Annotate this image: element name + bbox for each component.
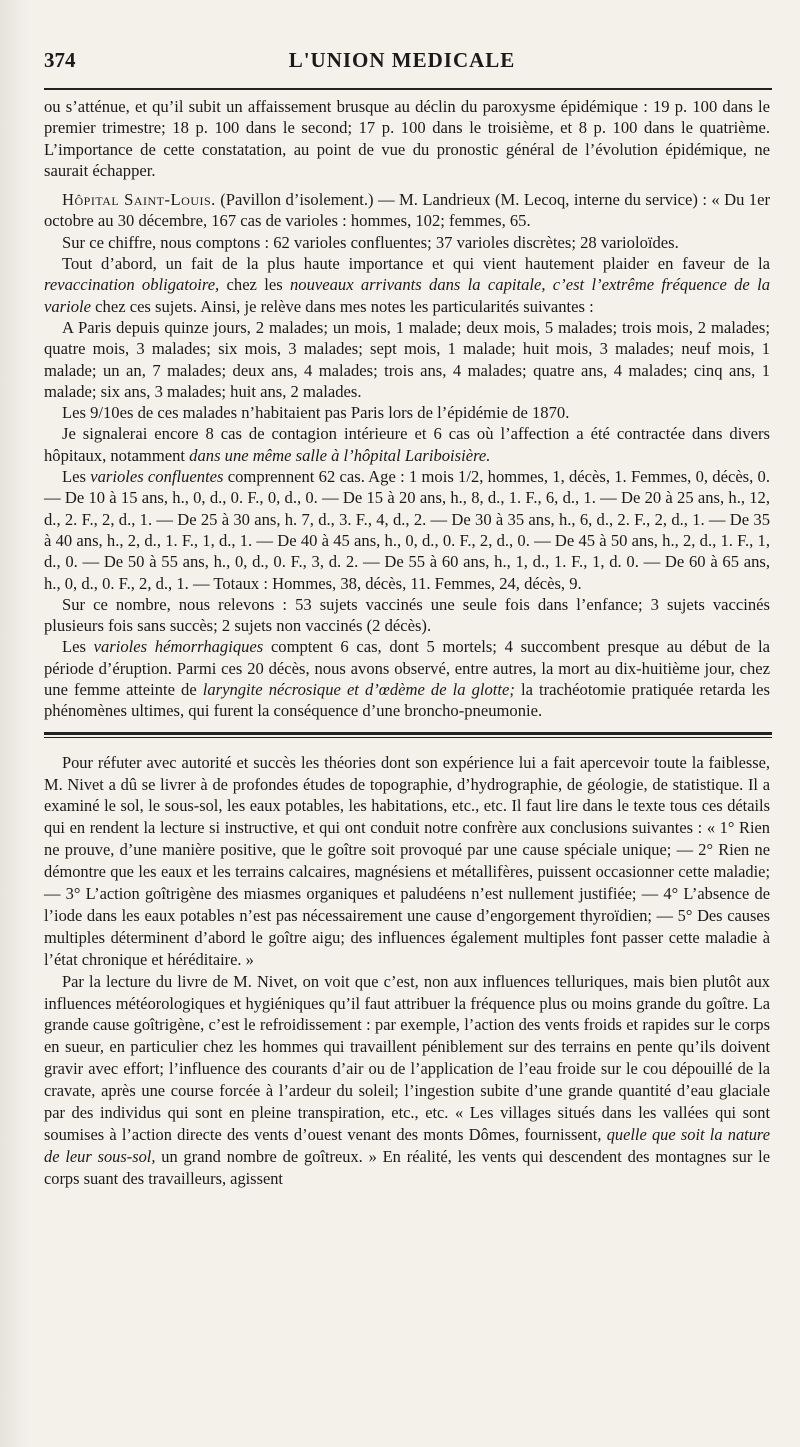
article-goitre <box>44 752 772 1190</box>
paragraph <box>44 466 770 594</box>
hospital-name: Hôpital Saint-Louis. <box>62 190 216 210</box>
paragraph <box>44 971 770 1190</box>
paragraph-text: (Pavillon d’isolement.) — M. Landrieux (M. Lecoq, interne du service) : « Du 1er octobre au 30 décembre, 167 cas de varioles : hommes, 102; femmes, 65. <box>44 190 770 231</box>
paragraph: Pour réfuter avec autorité et succès les théories dont son expérience lui a fait apercevoir toute la faiblesse, M. Nivet a dû se livrer à de profondes études de topographie, d’hydrographie, de géologie, de statistique. Il a examiné le sol, le sous-sol, les eaux potables, les habitations, etc., etc. Il faut lire dans le texte tous ces détails qui en rendent la lecture si instructive, et qui ont conduit notre confrère aux conclusions suivantes : « 1° Rien ne prouve, d’une manière positive, que le goître soit provoqué par une cause spéciale unique; — 2° Rien ne démontre que les eaux et les terrains calcaires, magnésiens et métallifères, puissent occasionner cette maladie; — 3° L’action goîtrigène des miasmes organiques et paludéens n’est nullement justifiée; — 4° L’absence de l’iode dans les eaux potables n’est pas nécessairement une cause d’engorgement thyroïdien; — 5° Des causes multiples déterminent d’abord le goître aigu; des influences également multiples font passer cette maladie à l’état chronique et héréditaire. » <box>44 752 770 969</box>
paragraph-text: Les <box>62 467 91 487</box>
paragraph: Les 9/10es de ces malades n’habitaient pas Paris lors de l’épidémie de 1870. <box>62 403 570 423</box>
paragraph <box>44 423 770 466</box>
emphasis: quelle que soit la nature de leur sous-sol, <box>44 1125 770 1166</box>
paragraph: ou s’atténue, et qu’il subit un affaissement brusque au déclin du paroxysme épidémique : 19 p. 100 dans le premier trimestre; 18 p. 100 dans le second; 17 p. 100 dans le troisième, et 8 p. 100 dans le quatrième. L’importance de cette constatation, au point de vue du pronostic général de l’évolution épidémique, ne saurait échapper. <box>44 97 770 180</box>
page-header <box>44 48 772 90</box>
page-number: 374 <box>44 48 76 72</box>
paragraph <box>44 189 770 232</box>
emphasis: varioles hémorrhagiques <box>93 637 264 657</box>
paragraph-text: Les <box>62 637 94 657</box>
journal-title: L'UNION MEDICALE <box>288 48 516 72</box>
paragraph-text: Tout d’abord, un fait de la plus haute importance et qui vient hautement plaider en faveur de la <box>62 254 770 274</box>
paragraph-text: chez les <box>219 275 290 295</box>
emphasis: varioles confluentes <box>90 467 224 487</box>
paragraph-text: la trachéotomie pratiquée retarda les phénomènes ultimes, qui furent la conséquence d’une broncho-pneumonie. <box>44 680 770 721</box>
paragraph-text: un grand nombre de goîtreux. » En réalité, les vents qui descendent des montagnes sur le corps suant des travailleurs, agissent <box>44 1146 770 1188</box>
emphasis: laryngite nécrosique et d’œdème de la glotte; <box>202 680 515 700</box>
paragraph-text: Je signalerai encore 8 cas de contagion intérieure et 6 cas où l’affection a été contractée dans divers hôpitaux, notamment <box>44 424 770 465</box>
paragraph <box>44 636 770 721</box>
section-divider <box>44 732 772 738</box>
paragraph <box>44 253 770 317</box>
emphasis: nouveaux arrivants dans la capitale, c’est l’extrême fréquence de la variole <box>44 275 771 316</box>
paragraph-text: comptent 6 cas, dont 5 mortels; 4 succombent presque au début de la période d’éruption. Parmi ces 20 décès, nous avons observé, entre autres, la mort au dix-huitième jour, chez une femme atteinte de <box>44 637 770 700</box>
paragraph-text: Par la lecture du livre de M. Nivet, on voit que c’est, non aux influences telluriques, mais bien plutôt aux influences météorologiques et hygiéniques qu’il faut attribuer la fréquence plus ou moins grande du goître. La grande cause goîtrigène, c’est le refroidissement : par exemple, l’action des vents froids et rapides sur le corps en sueur, en particulier chez les hommes qui travaillent péniblement sur des terrains en pente qu’ils doivent gravir avec effort; l’influence des courants d’air ou de l’application de l’eau froide sur le cou dépouillé de la cravate, après une course forcée à l’ardeur du soleil; l’ingestion subite d’une grande quantité d’eau glaciale par des individus qui sont en pleine transpiration, etc., etc. « Les villages situés dans les vallées qui sont soumises à l’action directe des vents d’ouest venant des monts Dômes, fournissent, <box>44 971 770 1145</box>
paragraph-text: comprennent 62 cas. Age : 1 mois 1/2, hommes, 1, décès, 1. Femmes, 0, décès, 0. — De 10 à 15 ans, h., 0, d., 0. F., 0, d., 0. — De 15 à 20 ans, h., 8, d., 1. F., 6, d., 1. — De 20 à 25 ans, h., 12, d., 2. F., 2, d., 1. — De 25 à 30 ans, h. 7, d., 3. F., 4, d., 2. — De 30 à 35 ans, h., 6, d., 2. F., 2, d., 1. — De 35 à 40 ans, h., 2, d., 1. F., 1, d., 1. — De 40 à 45 ans, h., 0, d., 0. F., 2, d., 0. — De 45 à 50 ans, h., 2, d., 1. F., 1, d., 0. — De 50 à 55 ans, h., 0, d., 0. F., 3, d. 2. — De 55 à 60 ans, h., 1, d., 1. F., 1, d. 0. — De 60 à 65 ans, h., 0, d., 0. F., 2, d., 1. — Totaux : Hommes, 38, décès, 11. Femmes, 24, décès, 9. <box>44 467 770 593</box>
paragraph: Sur ce nombre, nous relevons : 53 sujets vaccinés une seule fois dans l’enfance; 3 sujets vaccinés plusieurs fois sans succès; 2 sujets non vaccinés (2 décès). <box>44 594 770 636</box>
paragraph: A Paris depuis quinze jours, 2 malades; un mois, 1 malade; deux mois, 5 malades; trois mois, 2 malades; quatre mois, 3 malades; six mois, 3 malades; sept mois, 1 malade; huit mois, 3 malades; neuf mois, 1 malade; un an, 7 malades; deux ans, 4 malades; trois ans, 4 malades; quatre ans, 4 malades; cinq ans, 1 malade; six ans, 3 malades; huit ans, 2 malades. <box>44 317 770 401</box>
paragraph-text: chez ces sujets. Ainsi, je relève dans mes notes les particularités suivantes : <box>91 296 594 316</box>
article-variole <box>44 96 772 722</box>
paragraph: Sur ce chiffre, nous comptons : 62 varioles confluentes; 37 varioles discrètes; 28 varioloïdes. <box>62 232 679 252</box>
emphasis: dans une même salle à l’hôpital Lariboisière. <box>189 445 491 465</box>
emphasis: revaccination obligatoire, <box>44 275 220 295</box>
